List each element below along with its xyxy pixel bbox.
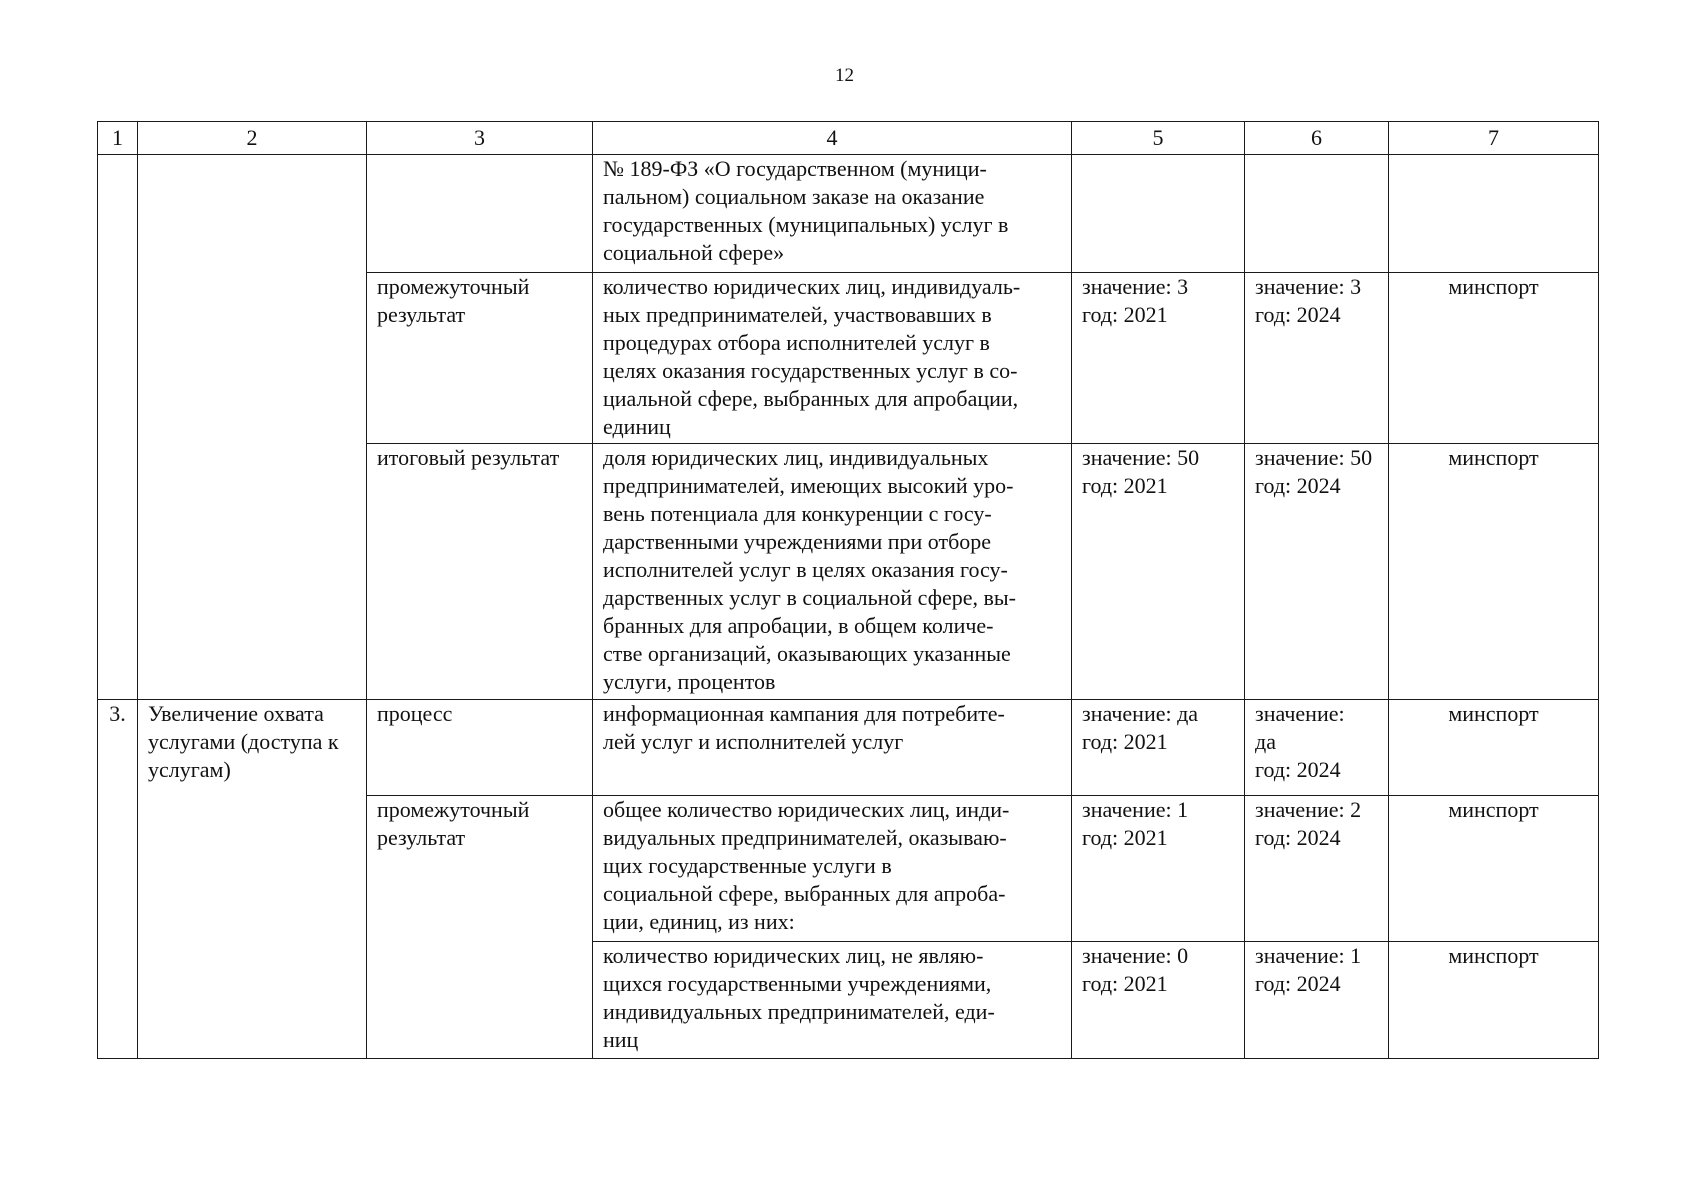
- column-header-3: 3: [367, 122, 593, 155]
- page-number: 12: [835, 65, 854, 86]
- base-value-cell: значение: 0 год: 2021: [1072, 942, 1245, 1059]
- result-type-cell: итоговый результат: [367, 444, 593, 700]
- row-number-cell: [98, 155, 138, 700]
- responsible-cell: минспорт: [1389, 444, 1599, 700]
- base-value-cell: значение: 50 год: 2021: [1072, 444, 1245, 700]
- indicator-cell: количество юридических лиц, не являю- щихся государственными учреждениями, индивидуальных предпринимателей, еди- ниц: [593, 942, 1072, 1059]
- responsible-cell: [1389, 155, 1599, 273]
- result-type-cell: промежуточный результат: [367, 273, 593, 444]
- table-row: [98, 700, 1599, 796]
- table-row: [98, 155, 1599, 273]
- target-value-cell: значение: 1 год: 2024: [1245, 942, 1389, 1059]
- target-value-cell: значение: 3 год: 2024: [1245, 273, 1389, 444]
- indicator-cell: количество юридических лиц, индивидуаль- ных предпринимателей, участвовавших в процедурах отбора исполнителей услуг в целях оказания государственных услуг в со- циальной сфере, выбранных для апробации, единиц: [593, 273, 1072, 444]
- column-header-7: 7: [1389, 122, 1599, 155]
- column-header-1: 1: [98, 122, 138, 155]
- column-header-4: 4: [593, 122, 1072, 155]
- base-value-cell: значение: да год: 2021: [1072, 700, 1245, 796]
- column-header-6: 6: [1245, 122, 1389, 155]
- target-value-cell: значение: 2 год: 2024: [1245, 796, 1389, 942]
- target-value-cell: значение: 50 год: 2024: [1245, 444, 1389, 700]
- result-type-cell: промежуточный результат: [367, 796, 593, 1059]
- result-type-cell: процесс: [367, 700, 593, 796]
- target-value-cell: значение: да год: 2024: [1245, 700, 1389, 796]
- base-value-cell: значение: 1 год: 2021: [1072, 796, 1245, 942]
- indicator-cell: общее количество юридических лиц, инди- видуальных предпринимателей, оказываю- щих государственные услуги в социальной сфере, выбранных для апроба- ции, единиц, из них:: [593, 796, 1072, 942]
- indicators-table: [97, 121, 1599, 1059]
- target-value-cell: [1245, 155, 1389, 273]
- row-number-cell: 3.: [98, 700, 138, 1059]
- responsible-cell: минспорт: [1389, 700, 1599, 796]
- task-cell: [138, 155, 367, 700]
- base-value-cell: значение: 3 год: 2021: [1072, 273, 1245, 444]
- column-header-5: 5: [1072, 122, 1245, 155]
- indicator-cell: доля юридических лиц, индивидуальных предпринимателей, имеющих высокий уро- вень потенциала для конкуренции с госу- дарственными учреждениями при отборе исполнителей услуг в целях оказания госу- дарственных услуг в социальной сфере, вы- бранных для апробации, в общем количе- стве организаций, оказывающих указанные услуги, процентов: [593, 444, 1072, 700]
- column-header-2: 2: [138, 122, 367, 155]
- base-value-cell: [1072, 155, 1245, 273]
- responsible-cell: минспорт: [1389, 796, 1599, 942]
- responsible-cell: минспорт: [1389, 942, 1599, 1059]
- task-cell: Увеличение охвата услугами (доступа к услугам): [138, 700, 367, 1059]
- indicator-cell: № 189-ФЗ «О государственном (муници- пальном) социальном заказе на оказание государственных (муниципальных) услуг в социальной сфере»: [593, 155, 1072, 273]
- table-header-row: [98, 122, 1599, 155]
- responsible-cell: минспорт: [1389, 273, 1599, 444]
- result-type-cell: [367, 155, 593, 273]
- indicator-cell: информационная кампания для потребите- лей услуг и исполнителей услуг: [593, 700, 1072, 796]
